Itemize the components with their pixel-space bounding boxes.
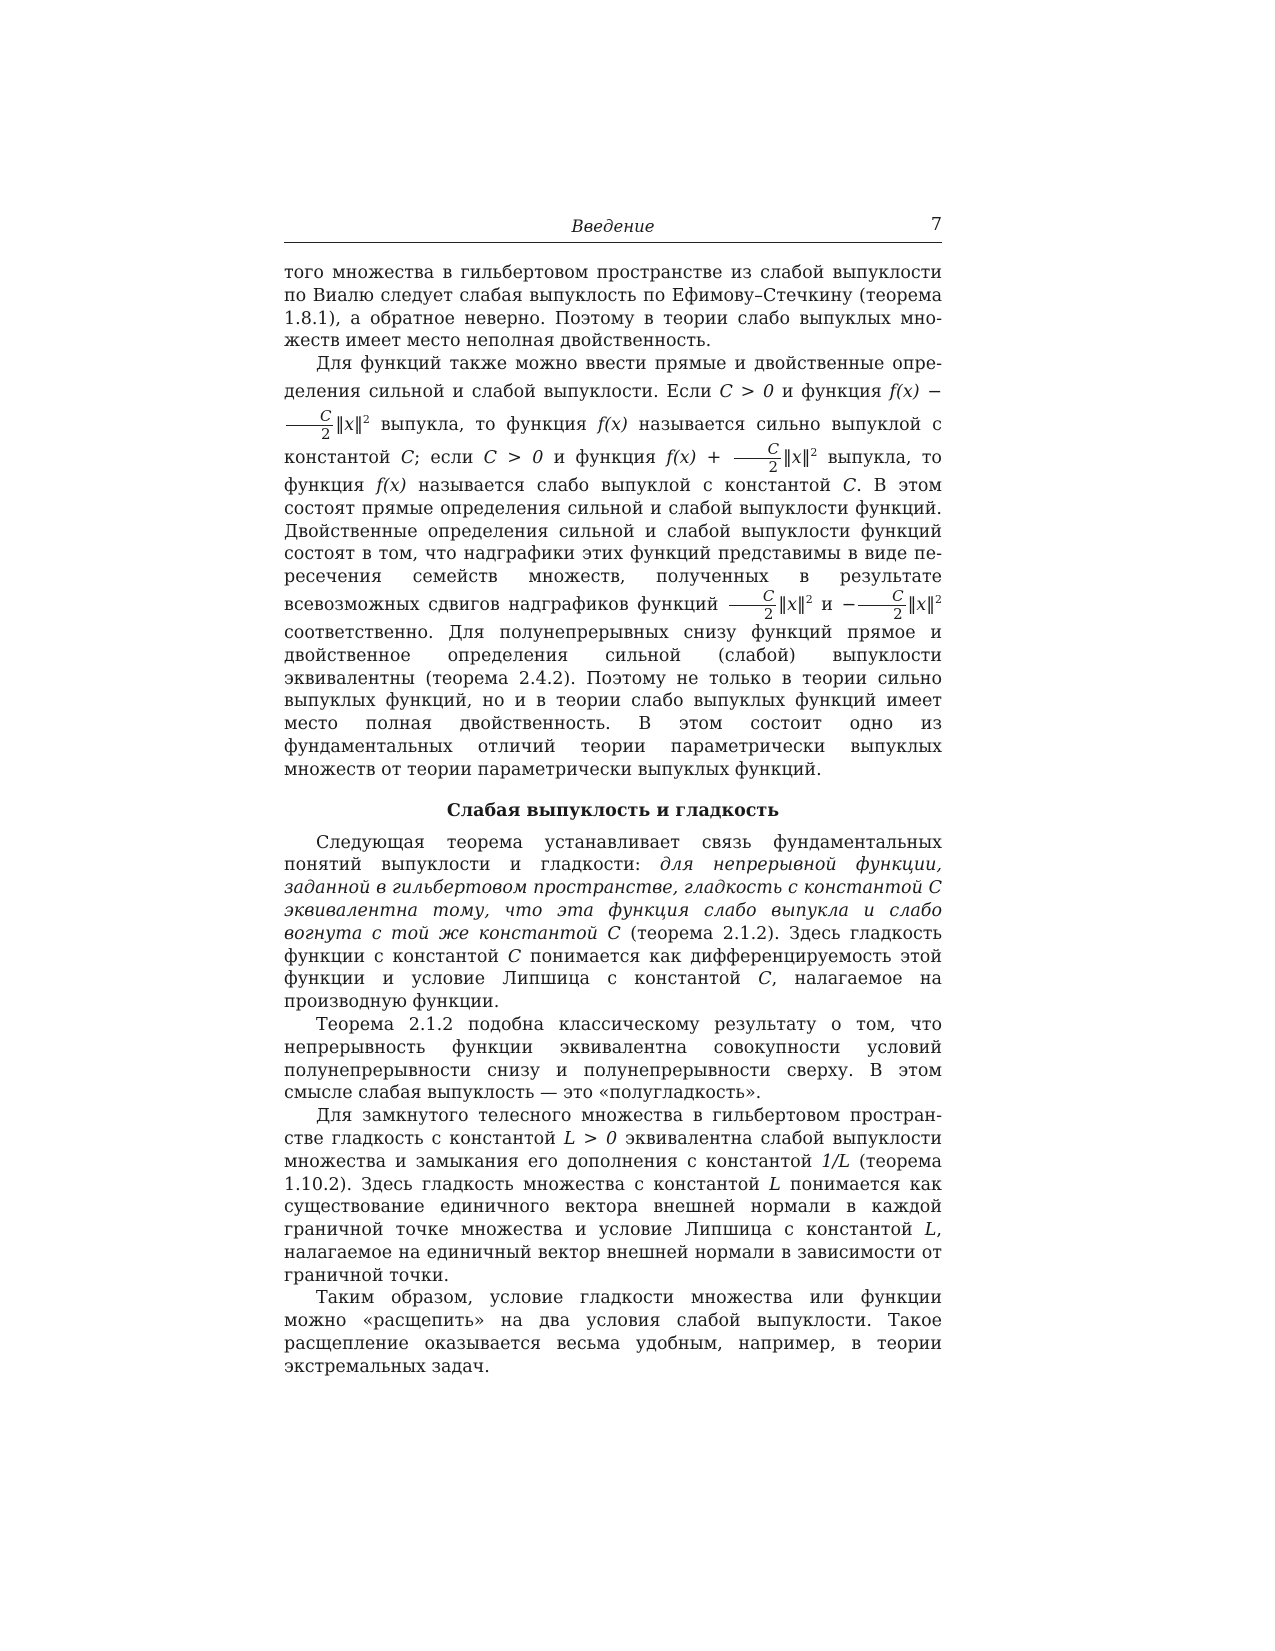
page-number: 7 [930, 215, 942, 235]
paragraph-6: Таким образом, условие гладкости множества или функции можно «расщепить» на два условия слабой выпуклости. Такое расщепление оказывается весьма удобным, например, в теории экстремальных задач. [284, 1288, 942, 1377]
paragraph-5: Для замкнутого телесного множества в гильбертовом пространстве гладкость с константой L > 0 эквивалентна слабой выпуклости множества и замыкания его дополнения с константой 1/L (теорема 1.10.2). Здесь гладкость множества с константой L понимается как существование единичного вектора внешней нормали в каждой граничной точке множества и условие Липшица с константой L, налагаемое на единичный вектор внешней нормали в зависимости от граничной точки. [284, 1106, 942, 1286]
fraction-C-over-2: $\frac{C}{2}$ [734, 442, 781, 475]
running-head [284, 214, 942, 243]
paragraph-2: Для функций также можно ввести прямые и двойственные определения сильной и слабой выпуклости. Если C > 0 и функция f(x) − $\frac{C}{2}$ ‖x‖$^2$ выпукла, то функция f(x) называется сильно выпуклой с константой C; если C > 0 и функция f(x) + $\frac{C}{2}$ ‖x‖$^2$ выпукла, то функция f(x) называется слабо выпуклой с константой C. В этом состоят прямые определения сильной и слабой выпуклости функций. Двойственные определения сильной и слабой выпуклости функций состоят в том, что надграфики этих функций представимы в виде пересечения семейств множеств, полученных в результате всевозможных сдвигов надграфиков функций $\frac{C}{2}$ ‖x‖$^2$ и − $\frac{C}{2}$ ‖x‖$^2$ соответственно. Для полунепрерывных снизу функций прямое и двойственное определения сильной (слабой) выпуклости эквивалентны (теорема 2.4.2). Поэтому не только в теории сильно выпуклых функций, но и в теории слабо выпуклых функций имеет место полная двойственность. В этом состоит одно из фундаментальных отличий теории параметрически выпуклых множеств от теории параметрически выпуклых функций. [284, 354, 942, 780]
paragraph-3: Следующая теорема устанавливает связь фундаментальных понятий выпуклости и гладкости: для непрерывной функции, заданной в гильбертовом пространстве, гладкость с константой C эквивалентна тому, что эта функция слабо выпукла и слабо вогнута с той же константой C (теорема 2.1.2). Здесь гладкость функции с константой C понимается как дифференцируемость этой функции и условие Липшица с константой C, налагаемое на производную функции. [284, 832, 942, 1013]
formula-C-gt-0: C > 0 [719, 381, 775, 402]
running-title: Введение [571, 217, 655, 236]
body-text [284, 262, 942, 1379]
fraction-C-over-2: $\frac{C}{2}$ [286, 409, 333, 442]
fraction-C-over-2: $\frac{C}{2}$ [858, 589, 905, 622]
paragraph-4: Теорема 2.1.2 подобна классическому результату о том, что непрерывность функции эквивалентна совокупности условий полунепрерывности снизу и полунепрерывности сверху. В этом смысле слабая выпуклость — это «полугладкость». [284, 1014, 942, 1104]
section-title: Слабая выпуклость и гладкость [446, 800, 780, 821]
paragraph-1: того множества в гильбертовом пространстве из слабой выпуклости по Виалю следует слабая выпуклость по Ефимову–Стечкину (теорема 1.8.1), а обратное неверно. Поэтому в теории слабо выпуклых множеств имеет место неполная двойственность. [284, 263, 942, 352]
theorem-statement: для непрерывной функции, заданной в гильбертовом пространстве, гладкость с константой C эквивалентна тому, что эта функция слабо выпукла и слабо вогнута с той же константой C [284, 855, 942, 944]
fraction-C-over-2: $\frac{C}{2}$ [729, 589, 776, 622]
